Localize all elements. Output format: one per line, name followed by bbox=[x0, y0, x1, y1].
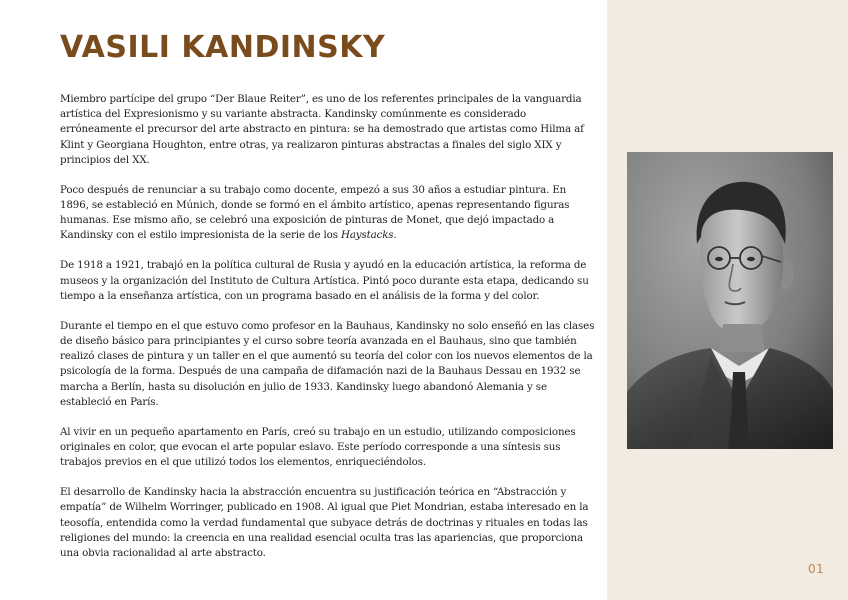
paragraph-1: Miembro partícipe del grupo “Der Blaue Reiter”, es uno de los referentes principales de la vanguardia artística del Expresionismo y su variante abstracta. Kandinsky comúnmente es considerado erróneamente el precursor del arte abstracto en pintura: se ha demostrado que artistas como Hilma af Klint y Georgiana Houghton, entre otras, ya realizaron pinturas abstractas a finales del siglo XIX y principios del XX. bbox=[60, 93, 584, 166]
paragraph-5: Al vivir en un pequeño apartamento en París, creó su trabajo en un estudio, utilizando composiciones originales en color, que evocan el arte popular eslavo. Este período corresponde a una síntesis sus trabajos previos en el que utilizó todos los elementos, enriqueciéndolos. bbox=[60, 425, 576, 469]
page-number: 01 bbox=[808, 562, 825, 576]
paragraph-2-italic: Haystacks bbox=[340, 229, 394, 242]
paragraph-4: Durante el tiempo en el que estuvo como profesor en la Bauhaus, Kandinsky no solo enseñó en las clases de diseño básico para principiantes y el curso sobre teoría avanzada en el Bauhaus, sino que también realizó clases de pintura y un taller en el que aumentó su teoría del color con los nuevos elementos de la psicología de la forma. Después de una campaña de difamación nazi de la Bauhaus Dessau en 1932 se marcha a Berlín, hasta su disolución en julio de 1933. Kandinsky luego abandonó Alemania y se estableció en París. bbox=[60, 319, 595, 408]
article-body bbox=[60, 92, 595, 576]
portrait-illustration bbox=[627, 152, 833, 449]
paragraph-3: De 1918 a 1921, trabajó en la política cultural de Rusia y ayudó en la educación artística, la reforma de museos y la organización del Instituto de Cultura Artística. Pintó poco durante esta etapa, dedicando su tiempo a la enseñanza artística, con un programa basado en el análisis de la forma y del color. bbox=[60, 259, 589, 302]
paragraph-2-end: . bbox=[393, 229, 397, 242]
page-title: VASILI KANDINSKY bbox=[60, 30, 386, 65]
paragraph-2-text: Poco después de renunciar a su trabajo como docente, empezó a sus 30 años a estudiar pintura. En 1896, se estableció en Múnich, donde se formó en el ámbito artístico, apenas representando figuras humanas. Ese mismo año, se celebró una exposición de pinturas de Monet, que dejó impactado a Kandinsky con el estilo impresionista de la serie de los bbox=[60, 183, 570, 242]
paragraph-2 bbox=[60, 183, 595, 244]
paragraph-6: El desarrollo de Kandinsky hacia la abstracción encuentra su justificación teórica en “Abstracción y empatía” de Wilhelm Worringer, publicado en 1908. Al igual que Piet Mondrian, estaba interesado en la teosofía, entendida como la verdad fundamental que subyace detrás de doctrinas y rituales en todas las religiones del mundo: la creencia en una realidad esencial oculta tras las apariencias, que proporciona una obvia racionalidad al arte abstracto. bbox=[60, 486, 589, 560]
portrait-photo bbox=[627, 152, 833, 449]
